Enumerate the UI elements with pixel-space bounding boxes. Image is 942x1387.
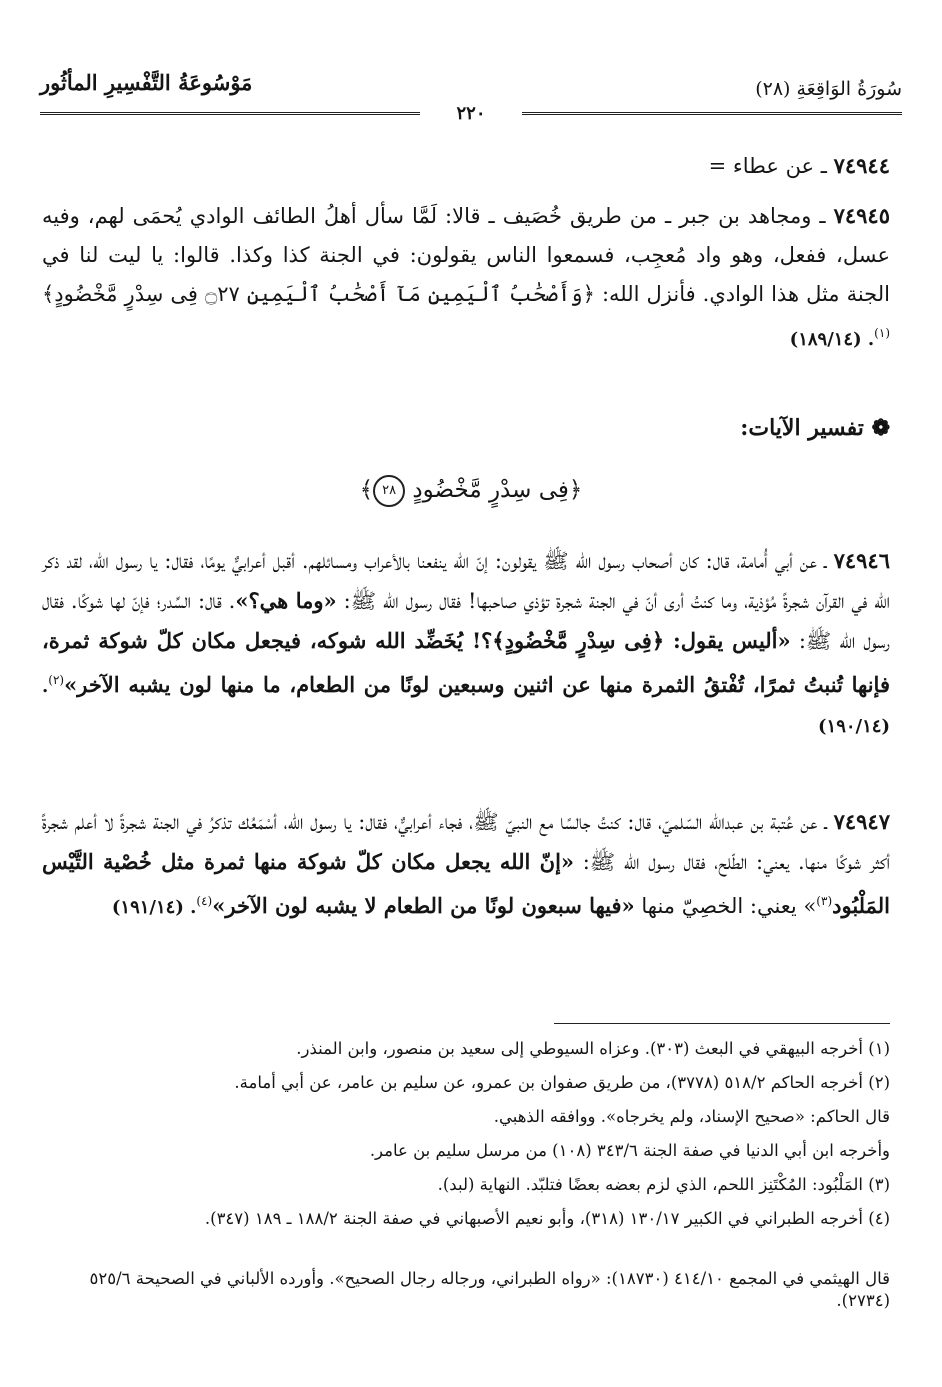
entry-text: » يعني: الخصِيّ منها (634, 894, 817, 918)
page-number: ٢٢٠ (420, 104, 522, 124)
entry-74945 (42, 196, 890, 359)
footnote-3: (٣) المَلْبُود: المُكْتَنِز اللحم، الذي لزم بعضه بعضًا فتلبّد. النهاية (لبد). (437, 1175, 890, 1194)
ornate-bracket-close: ﴾ (359, 477, 374, 503)
ayah-number-marker: ٢٨ (373, 475, 405, 507)
entry-text: ـ عن عطاء = (708, 154, 834, 178)
footnote-2-extra: وأخرجه ابن أبي الدنيا في صفة الجنة ٣٤٣/٦ (١٠٨) من مرسل سليم بن عامر. (369, 1141, 890, 1160)
flower-ornament-icon: ❁ (871, 415, 890, 441)
ornate-bracket-open: ﴿ (568, 477, 583, 503)
entry-text: ـ عن أبي أُمامة، قال: كان أصحاب رسول الله ﷺ يقولون: إنّ الله ينفعنا بالأعراب ومسائلهم. أقبل أعرابيٌّ يومًا، فقال: يا رسول الله، لقد ذكر الله في القرآن شجرةً مُؤذية، وما كنتُ أرى أنّ في الجنة شجرة تؤذي صاحبها! فقال رسول الله ﷺ: (42, 549, 890, 613)
footnote-marker: (١) (874, 326, 890, 340)
footnote-marker: (٣) (816, 894, 833, 908)
section-title: تفسير الآيات: (740, 415, 864, 441)
footnote-marker: (٤) (196, 894, 213, 908)
footnote-4: (٤) أخرجه الطبراني في الكبير ١٣٠/١٧ (٣١٨)، وأبو نعيم الأصبهاني في صفة الجنة ١٨٨/٢ ـ ١٨٩ (٣٤٧). (204, 1209, 890, 1228)
entry-number: ٧٤٩٤٥ (833, 203, 890, 228)
page-header (40, 70, 902, 128)
footnote-1: (١) أخرجه البيهقي في البعث (٣٠٣). وعزاه السيوطي إلى سعيد بن منصور، وابن المنذر. (296, 1039, 890, 1058)
footnote-4-note: قال الهيثمي في المجمع ٤١٤/١٠ (١٨٧٣٠): «رواه الطبراني، ورجاله رجال الصحيح». وأورده الألباني في الصحيحة ٥٢٥/٦ (٢٧٣٤). (89, 1269, 890, 1310)
entry-number: ٧٤٩٤٧ (833, 809, 890, 834)
entry-text: ـ ومجاهد بن جبر ـ من طريق خُصَيف ـ قالا: لَمَّا سأل أهلُ الطائف الوادي يُحمَى لهم، وفيه عسل، ففعل، وهو واد مُعجِب، فسمعوا الناس يقولون: في الجنة كذا وكذا. قالوا: يا ليت لنا في الجنة مثل هذا الوادي. فأنزل الله: (42, 204, 890, 306)
footnote-marker: (٢) (48, 673, 65, 687)
ayah-heading (0, 475, 942, 507)
hadith-quote: «فيها سبعون لونًا من الطعام لا يشبه لون الآخر» (212, 893, 635, 918)
quran-verse: ﴿وَأَصْحَٰبُ ٱلْيَمِينِ مَآ أَصْحَٰبُ ٱلْيَمِينِ ۝٢٧ فِى سِدْرٍ مَّخْضُودٍ﴾ (42, 282, 595, 306)
ayah-text: فِى سِدْرٍ مَّخْضُودٍ (412, 477, 569, 503)
entry-74947 (42, 802, 890, 927)
entry-74946 (42, 541, 890, 746)
entry-text: . قال: السِّدر؛ فإنّ لها شوكًا. فقال رسول الله ﷺ: (42, 589, 890, 653)
footnote-rule (554, 1023, 890, 1024)
volume-reference: . (١٨٩/١٤) (789, 329, 875, 350)
entry-number: ٧٤٩٤٦ (833, 548, 890, 573)
section-heading (740, 415, 890, 441)
footnote-2-note: قال الحاكم: «صحيح الإسناد، ولم يخرجاه». ووافقه الذهبي. (493, 1107, 890, 1126)
volume-reference: . (١٩١/١٤) (111, 897, 197, 918)
book-title: مَوْسُوعَةُ التَّفْسِيرِ المأثُور (40, 70, 253, 95)
entry-text: ـ عن عُتبة بن عبدالله السّلميّ، قال: كنتُ جالسًا مع النبيّ ﷺ، فجاء أعرابيٌّ، فقال: يا رسول الله، أسْمَعُك تذكرُ في الجنة شجرةً لا أعلم شجرةً أكثر شوكًا منها. يعني: الطّلح، فقال رسول الله ﷺ: (42, 810, 890, 874)
volume-reference: . (١٩٠/١٤) (42, 676, 890, 737)
footnote-2: (٢) أخرجه الحاكم ٥١٨/٢ (٣٧٧٨)، من طريق صفوان بن عمرو، عن سليم بن عامر، عن أبي أمامة. (234, 1073, 890, 1092)
surah-title: سُورَةُ الوَاقِعَةِ (٢٨) (755, 78, 902, 100)
hadith-quote: «إنّ الله يجعل مكان كلّ شوكة منها ثمرة مثل خُصْية التَّيْس المَلْبُود (42, 849, 890, 918)
hadith-quote: «وما هي؟» (235, 588, 337, 613)
entry-74944 (42, 146, 890, 186)
entry-number: ٧٤٩٤٤ (833, 153, 890, 178)
hadith-quote: «أليس يقول: ﴿فِى سِدْرٍ مَّخْضُودٍ﴾؟! يُخَضِّد الله شوكه، فيجعل مكان كلّ شوكة ثمرة، فإنها تُنبتُ ثمرًا، تُفْتقُ الثمرة منها عن اثنين وسبعين لونًا من الطعام، ما منها لون يشبه الآخر» (42, 628, 890, 697)
